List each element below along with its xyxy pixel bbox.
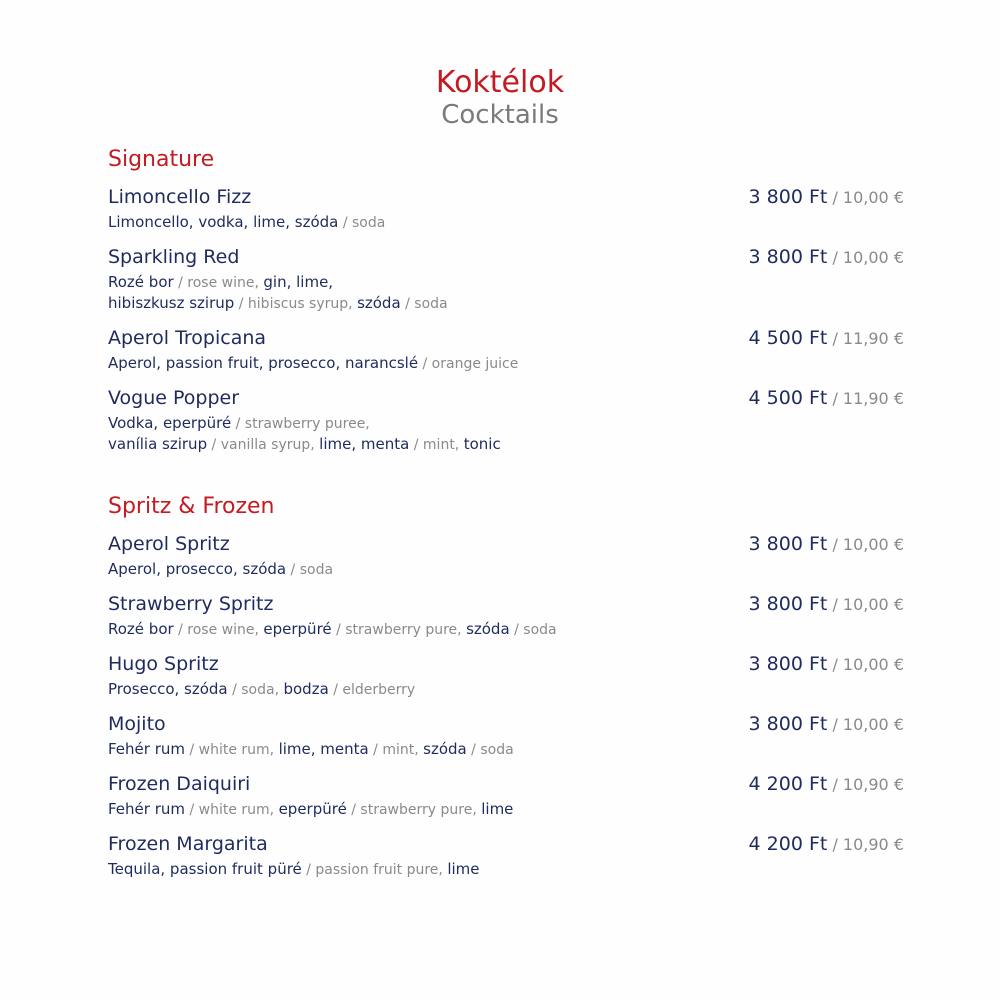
menu-item [108,593,904,640]
description-english: / soda [338,215,386,231]
page-title-block [0,66,1000,130]
item-price [749,246,904,269]
description-english: / elderberry [328,682,416,698]
description-hungarian: szóda [423,740,467,758]
price-huf: 4 200 Ft [748,773,828,795]
description-hungarian: gin, lime, hibiszkusz szirup [108,273,334,312]
menu-item [108,327,904,374]
description-hungarian: Rozé bor [108,620,174,638]
description-english: / soda [286,562,334,578]
item-list [108,186,904,455]
description-hungarian: Limoncello, vodka, lime, szóda [108,213,339,231]
description-english: / passion fruit pure, [301,862,448,878]
description-english: / mint, [368,742,424,758]
price-eur: / 10,00 € [827,655,904,674]
description-hungarian: tonic [463,435,501,453]
item-price [749,186,904,209]
item-name: Mojito [108,713,166,735]
description-english: / vanilla syrup, [207,437,320,453]
description-english: / rose wine, [173,622,264,638]
item-name: Aperol Tropicana [108,327,267,349]
description-hungarian: Fehér rum [108,740,185,758]
description-hungarian: Aperol, prosecco, szóda [108,560,287,578]
description-hungarian: Aperol, passion fruit, prosecco, narancslé [108,354,419,372]
menu-item [108,186,904,233]
menu-item [108,713,904,760]
price-huf: 3 800 Ft [748,246,828,268]
price-eur: / 10,90 € [827,775,904,794]
item-price [749,593,904,616]
section-spritz-frozen [108,493,904,893]
item-name: Limoncello Fizz [108,186,252,208]
description-hungarian: eperpüré [278,800,347,818]
description-hungarian: Vodka, eperpüré [108,414,232,432]
price-huf: 3 800 Ft [748,713,828,735]
description-hungarian: lime [481,800,514,818]
price-eur: / 10,00 € [827,595,904,614]
description-english: / rose wine, [173,275,264,291]
description-hungarian: bodza [283,680,329,698]
price-eur: / 10,00 € [827,715,904,734]
price-huf: 3 800 Ft [748,533,828,555]
item-price [749,387,904,410]
description-hungarian: Fehér rum [108,800,185,818]
menu-item [108,246,904,314]
description-english: / strawberry pure, [331,622,467,638]
page-title-english: Cocktails [441,100,559,130]
item-description [108,799,904,820]
description-english: / mint, [409,437,464,453]
menu-item [108,773,904,820]
price-eur: / 11,90 € [827,329,904,348]
description-hungarian: Tequila, passion fruit püré [108,860,302,878]
price-eur: / 10,00 € [827,535,904,554]
description-english: / hibiscus syrup, [234,296,358,312]
item-description [108,353,904,374]
description-english: / white rum, [185,742,279,758]
item-price [749,713,904,736]
description-hungarian: szóda [466,620,510,638]
description-english: / soda, [227,682,284,698]
price-huf: 4 500 Ft [748,327,828,349]
description-english: / strawberry puree, [235,416,370,432]
item-price [749,773,904,796]
description-hungarian: Rozé bor [108,273,174,291]
description-english: / soda [400,296,448,312]
item-description [108,272,904,314]
item-price [749,653,904,676]
menu-item [108,833,904,880]
item-price [749,533,904,556]
menu-item [108,653,904,700]
price-eur: / 10,90 € [827,835,904,854]
price-eur: / 10,00 € [827,188,904,207]
price-huf: 4 200 Ft [748,833,828,855]
item-name: Sparkling Red [108,246,240,268]
item-description [108,619,904,640]
description-english: / soda [466,742,514,758]
item-name: Aperol Spritz [108,533,230,555]
section-signature [108,146,904,468]
item-description [108,679,904,700]
description-english: / soda [509,622,557,638]
item-list [108,533,904,880]
section-title: Signature [108,147,215,172]
section-title: Spritz & Frozen [108,494,275,519]
item-description [108,413,904,455]
description-hungarian: eperpüré [263,620,332,638]
price-eur: / 10,00 € [827,248,904,267]
item-name: Vogue Popper [108,387,240,409]
item-price [749,327,904,350]
description-hungarian: szóda [357,294,401,312]
item-price [749,833,904,856]
description-english: / strawberry pure, [346,802,482,818]
price-eur: / 11,90 € [827,389,904,408]
item-name: Hugo Spritz [108,653,219,675]
description-english: / orange juice [418,356,519,372]
price-huf: 3 800 Ft [748,593,828,615]
item-description [108,559,904,580]
price-huf: 3 800 Ft [748,186,828,208]
description-hungarian: Prosecco, szóda [108,680,228,698]
description-hungarian: lime, menta [319,435,410,453]
page-title-hungarian: Koktélok [435,65,565,100]
item-name: Frozen Margarita [108,833,268,855]
item-description [108,739,904,760]
menu-item [108,387,904,455]
price-huf: 4 500 Ft [748,387,828,409]
description-hungarian: vanília szirup [108,435,208,453]
description-hungarian: lime, menta [278,740,369,758]
item-name: Strawberry Spritz [108,593,274,615]
description-hungarian: lime [447,860,480,878]
item-name: Frozen Daiquiri [108,773,251,795]
price-huf: 3 800 Ft [748,653,828,675]
item-description [108,859,904,880]
item-description [108,212,904,233]
description-english: / white rum, [185,802,279,818]
menu-item [108,533,904,580]
